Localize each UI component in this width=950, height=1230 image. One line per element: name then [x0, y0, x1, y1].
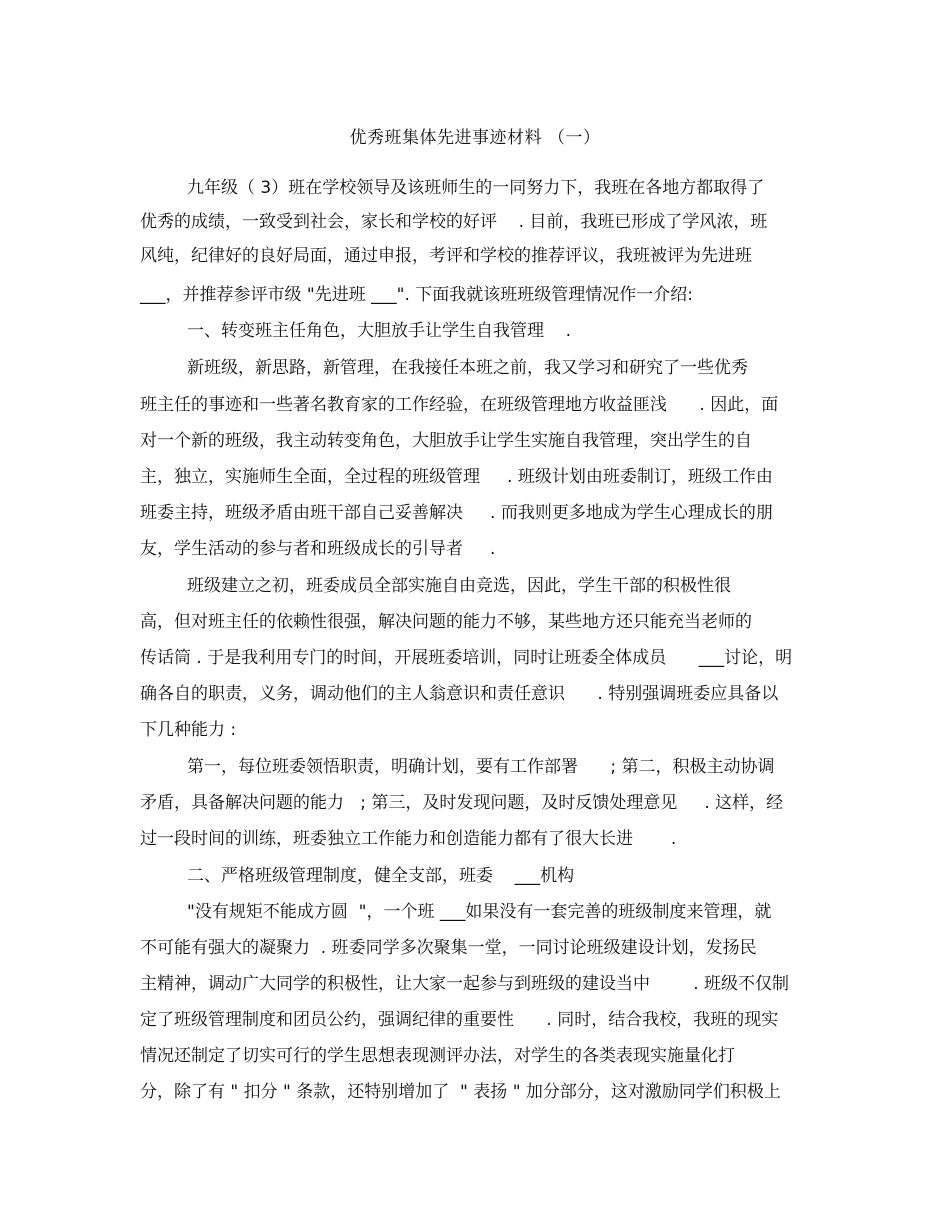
paragraph-line: 过一段时间的训练，班委独立工作能力和创造能力都有了很大长进 . — [140, 829, 677, 849]
paragraph-line: 班级建立之初，班委成员全部实施自由竞选，因此，学生干部的积极性很 — [187, 576, 731, 596]
paragraph-line: 传话筒 . 于是我利用专门的时间，开展班委培训，同时让班委全体成员 ___讨论，明 — [140, 648, 793, 668]
paragraph-line: 下几种能力 : — [140, 720, 237, 740]
document-title: 优秀班集体先进事迹材料 （一） — [349, 128, 601, 148]
paragraph-line: 对一个新的班级，我主动转变角色，大胆放手让学生实施自我管理，突出学生的自 — [140, 431, 752, 451]
paragraph-line: 定了班级管理制度和团员公约，强调纪律的重要性 . 同时，结合我校，我班的现实 — [140, 1010, 779, 1030]
paragraph-line: "没有规矩不能成方圆 "，一个班 ___如果没有一套完善的班级制度来管理，就 — [187, 902, 772, 922]
paragraph-line: ___，并推荐参评市级 "先进班 ___". 下面我就该班班级管理情况作一介绍: — [140, 285, 693, 305]
section-heading: 二、严格班级管理制度，健全支部，班委 ___机构 — [187, 866, 575, 886]
paragraph-line: 确各自的职责，义务，调动他们的主人翁意识和责任意识 . 特别强调班委应具备以 — [140, 684, 779, 704]
paragraph-line: 分，除了有 " 扣分 " 条款，还特别增加了 " 表扬 " 加分部分，这对激励同学们积极上 — [140, 1082, 781, 1102]
paragraph-line: 情况还制定了切实可行的学生思想表现测评办法，对学生的各类表现实施量化打 — [140, 1046, 735, 1066]
section-heading: 一、转变班主任角色，大胆放手让学生自我管理 . — [187, 321, 572, 341]
paragraph-line: 矛盾，具备解决问题的能力 ; 第三，及时发现问题，及时反馈处理意见 . 这样，经 — [140, 793, 784, 813]
paragraph-line: 风纯，纪律好的良好局面，通过申报，考评和学校的推荐评议，我班被评为先进班 — [140, 246, 752, 266]
paragraph-line: 班主任的事迹和一些著名教育家的工作经验，在班级管理地方收益匪浅 . 因此，面 — [140, 395, 779, 415]
paragraph-line: 九年级（ 3）班在学校领导及该班师生的一同努力下，我班在各地方都取得了 — [187, 178, 765, 198]
paragraph-line: 优秀的成绩，一致受到社会，家长和学校的好评 . 目前，我班已形成了学风浓，班 — [140, 212, 768, 232]
paragraph-line: 高，但对班主任的依赖性很强，解决问题的能力不够，某些地方还只能充当老师的 — [140, 612, 752, 632]
paragraph-line: 班委主持，班级矛盾由班干部自己妥善解决 . 而我则更多地成为学生心理成长的朋 — [140, 503, 773, 523]
paragraph-line: 主，独立，实施师生全面，全过程的班级管理 . 班级计划由班委制订，班级工作由 — [140, 467, 773, 487]
paragraph-line: 新班级，新思路，新管理，在我接任本班之前，我又学习和研究了一些优秀 — [187, 358, 748, 378]
paragraph-line: 第一，每位班委领悟职责，明确计划，要有工作部署 ; 第二，积极主动协调 — [187, 757, 775, 777]
paragraph-line: 不可能有强大的凝聚力 . 班委同学多次聚集一堂，一同讨论班级建设计划，发扬民 — [140, 938, 757, 958]
paragraph-line: 主精神，调动广大同学的积极性，让大家一起参与到班级的建设当中 . 班级不仅制 — [140, 974, 790, 994]
paragraph-line: 友，学生活动的参与者和班级成长的引导者 . — [140, 539, 496, 559]
